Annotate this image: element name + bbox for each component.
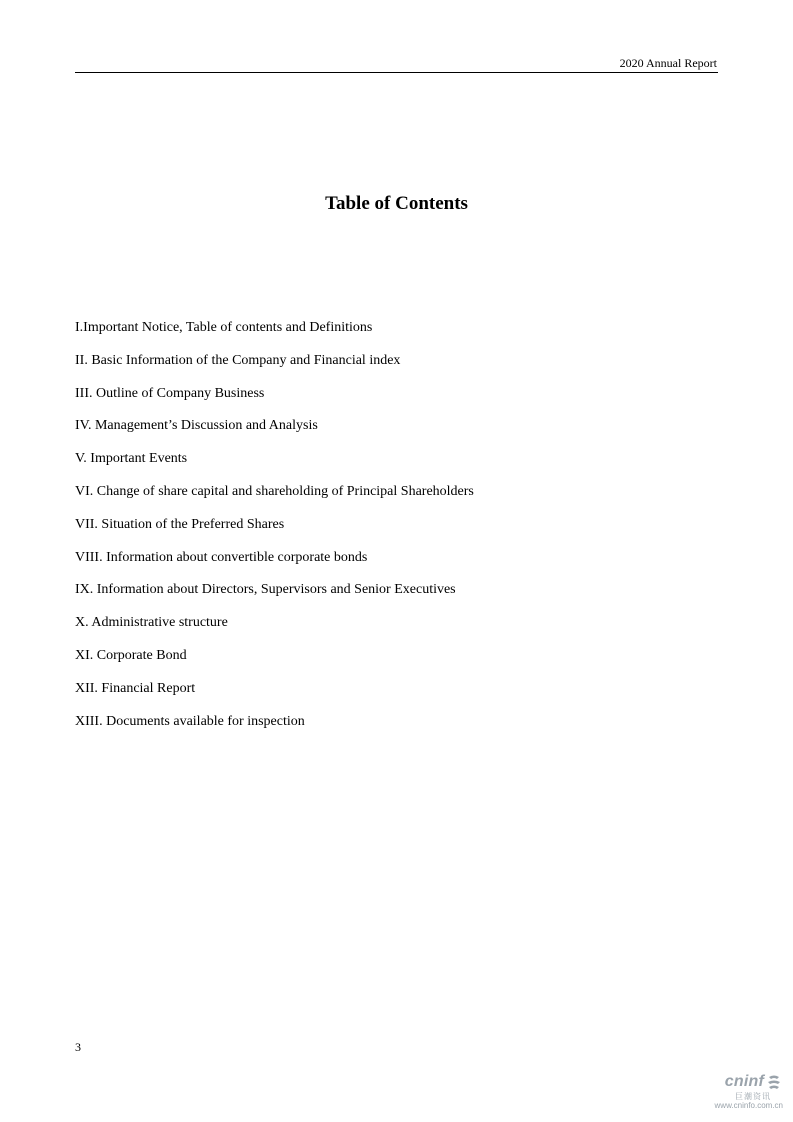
watermark-url: www.cninfo.com.cn bbox=[714, 1101, 783, 1110]
toc-item: IX. Information about Directors, Supervisors and Senior Executives bbox=[75, 582, 456, 598]
toc-item: III. Outline of Company Business bbox=[75, 385, 265, 401]
toc-item: XIII. Documents available for inspection bbox=[75, 713, 305, 729]
page-title: Table of Contents bbox=[325, 193, 468, 214]
toc-item: XI. Corporate Bond bbox=[75, 647, 187, 663]
toc-item: X. Administrative structure bbox=[75, 615, 228, 631]
header-title: 2020 Annual Report bbox=[619, 56, 717, 70]
cninfo-watermark bbox=[705, 1072, 783, 1111]
page-number: 3 bbox=[75, 1040, 81, 1054]
table-of-contents bbox=[75, 318, 474, 744]
cninfo-logo-icon bbox=[765, 1073, 783, 1091]
header-divider bbox=[75, 72, 718, 73]
watermark-chinese: 巨潮资讯 bbox=[735, 1092, 771, 1101]
toc-item: XII. Financial Report bbox=[75, 680, 196, 696]
toc-item: IV. Management’s Discussion and Analysis bbox=[75, 418, 318, 434]
watermark-brand: cninf bbox=[724, 1073, 764, 1090]
toc-item: VIII. Information about convertible corporate bonds bbox=[75, 549, 368, 565]
toc-item: VI. Change of share capital and shareholding of Principal Shareholders bbox=[75, 483, 474, 499]
toc-item: V. Important Events bbox=[75, 451, 188, 467]
toc-item: VII. Situation of the Preferred Shares bbox=[75, 516, 285, 532]
toc-item: I.Important Notice, Table of contents and Definitions bbox=[75, 320, 373, 335]
toc-item: II. Basic Information of the Company and Financial index bbox=[75, 352, 401, 368]
